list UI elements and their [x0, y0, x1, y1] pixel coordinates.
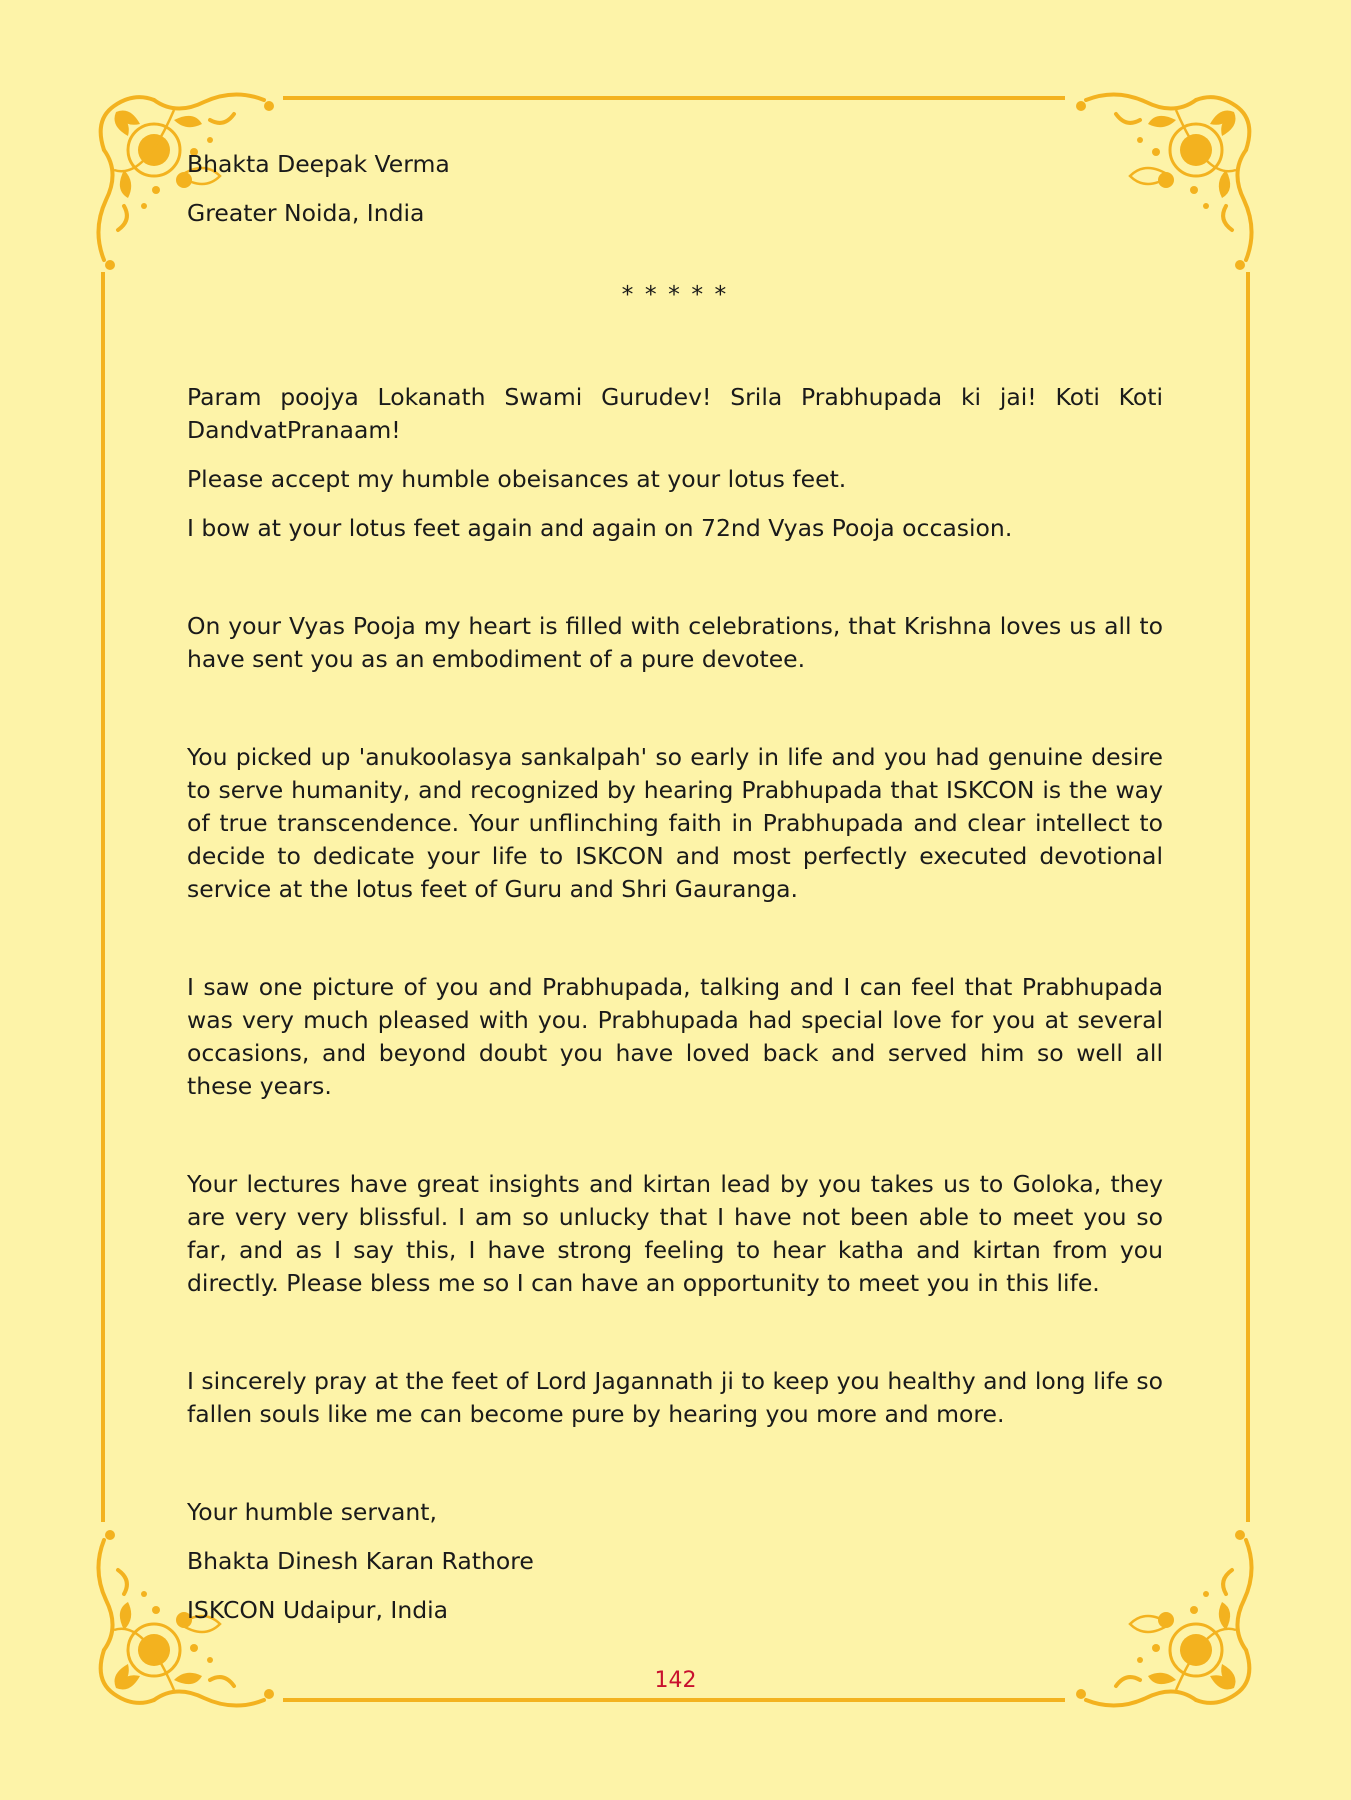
- frame-bottom-line: [283, 1698, 1065, 1702]
- letter-paragraph: You picked up 'anukoolasya sankalpah' so early in life and you had genuine desire to serve humanity, and recognized by hearing Prabhupada that ISKCON is the way of true transcendence. Your unflinching faith in Prabhupada and clear intellect to decide to dedicate your life to ISKCON and most perfectly executed devotional service at the lotus feet of Guru and Shri Gauranga.: [187, 743, 1163, 903]
- letter-occasion: I bow at your lotus feet again and again on 72nd Vyas Pooja occasion.: [187, 514, 1013, 542]
- signer-location: ISKCON Udaipur, India: [187, 1596, 449, 1624]
- signer-name: Bhakta Dinesh Karan Rathore: [187, 1547, 534, 1575]
- frame-left-line: [101, 272, 105, 1522]
- letter-paragraph: Your lectures have great insights and kirtan lead by you takes us to Goloka, they are very very blissful. I am so unlucky that I have not been able to meet you so far, and as I say this, I have strong feeling to hear katha and kirtan from you directly. Please bless me so I can have an opportunity to meet you in this life.: [187, 1170, 1163, 1297]
- letter-paragraph: I sincerely pray at the feet of Lord Jagannath ji to keep you healthy and long life so fallen souls like me can become pure by hearing you more and more.: [187, 1367, 1163, 1428]
- page-number: 142: [654, 1668, 697, 1693]
- frame-top-line: [283, 96, 1065, 100]
- letter-body: [187, 148, 1163, 1627]
- frame-right-line: [1246, 272, 1250, 1522]
- section-separator: * * * * *: [621, 280, 729, 308]
- letter-greeting: Please accept my humble obeisances at your lotus feet.: [187, 465, 847, 493]
- header-author-name: Bhakta Deepak Verma: [187, 150, 450, 178]
- header-author-location: Greater Noida, India: [187, 199, 425, 227]
- letter-paragraph: On your Vyas Pooja my heart is filled with celebrations, that Krishna loves us all to have sent you as an embodiment of a pure devotee.: [187, 612, 1163, 673]
- letter-salutation: Param poojya Lokanath Swami Gurudev! Srila Prabhupada ki jai! Koti Koti DandvatPranaam!: [187, 383, 1163, 444]
- letter-paragraph: I saw one picture of you and Prabhupada, talking and I can feel that Prabhupada was very much pleased with you. Prabhupada had special love for you at several occasions, and beyond doubt you have loved back and served him so well all these years.: [187, 973, 1163, 1100]
- letter-closing: Your humble servant,: [187, 1498, 437, 1526]
